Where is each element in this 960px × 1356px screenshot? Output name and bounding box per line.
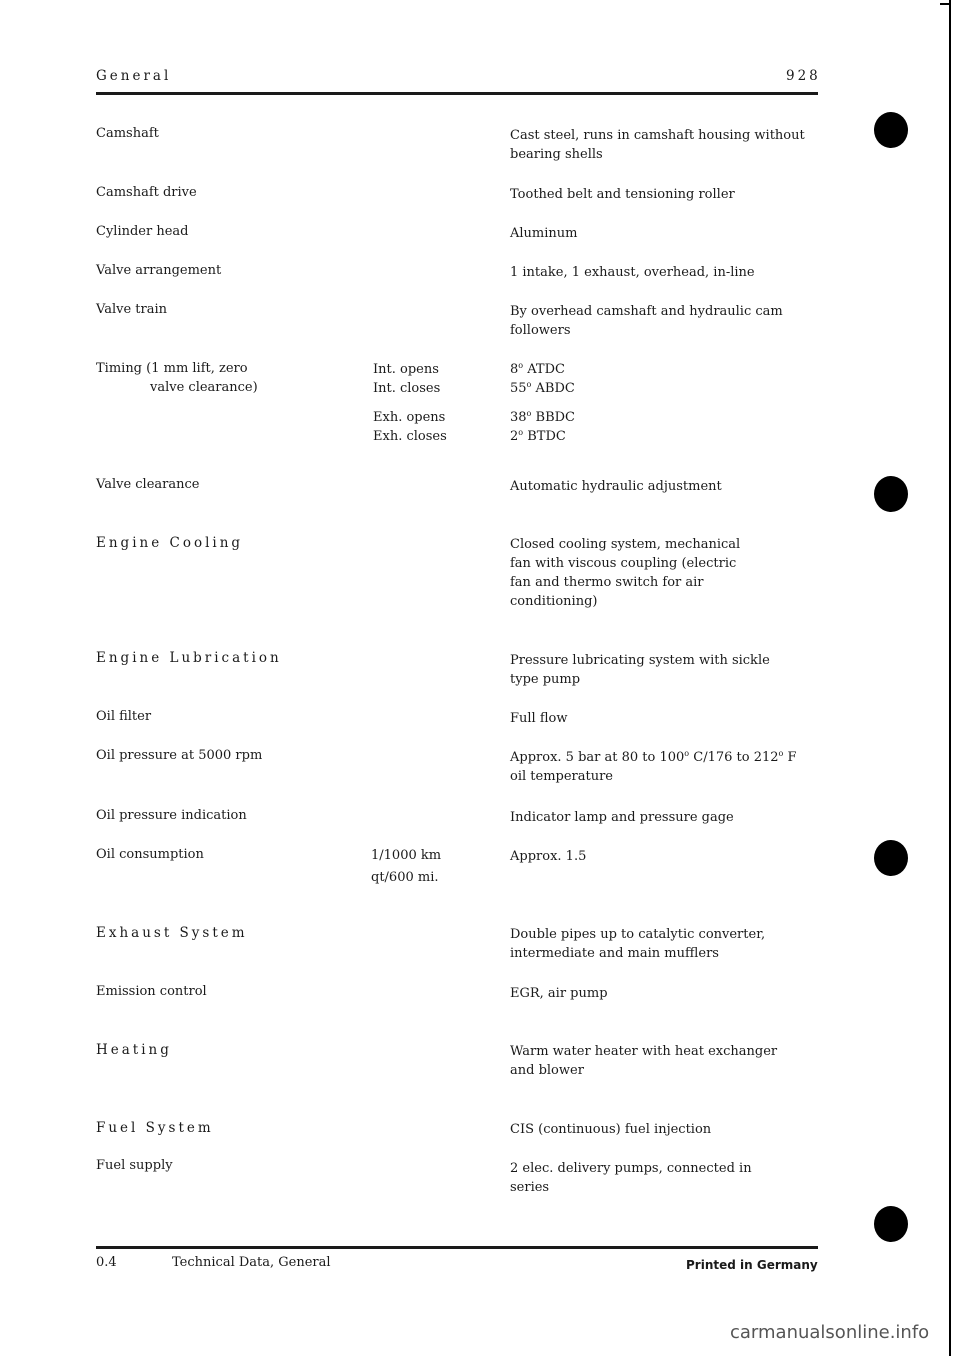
exhaust-value-2: intermediate and main mufflers [510,946,719,961]
punch-hole [874,112,908,148]
spec-label-fuel-supply: Fuel supply [96,1158,173,1173]
punch-hole [874,476,908,512]
lubrication-value-2: type pump [510,672,581,687]
spec-value-oil-pressure-2: oil temperature [510,769,614,784]
header-rule [96,92,818,95]
oil-consumption-unit-1: 1/1000 km [371,848,442,863]
spec-value-valve-arrangement: 1 intake, 1 exhaust, overhead, in-line [510,265,755,280]
timing-event-exh-opens: Exh. opens [373,410,446,425]
spec-value-oil-pressure-1: Approx. 5 bar at 80 to 100$^o$ C/176 to 212$^o$ F [510,749,797,765]
timing-event-exh-closes: Exh. closes [373,429,447,444]
lubrication-value-1: Pressure lubricating system with sickle [510,653,770,668]
footer-rule [96,1246,818,1249]
spec-value-fuel-supply-2: series [510,1180,550,1195]
page-edge-line [949,0,951,1356]
section-heading-exhaust: Exhaust System [96,925,248,941]
punch-hole [874,840,908,876]
section-heading-lubrication: Engine Lubrication [96,650,282,666]
spec-label-camshaft: Camshaft [96,126,159,141]
page-edge-tick [940,3,950,5]
section-heading-cooling: Engine Cooling [96,535,244,551]
exhaust-value-1: Double pipes up to catalytic converter, [510,927,766,942]
spec-label-camshaft-drive: Camshaft drive [96,185,197,200]
section-heading-fuel: Fuel System [96,1120,214,1136]
timing-label-1: Timing (1 mm lift, zero [96,361,248,376]
header-section: General [96,68,172,84]
spec-value-oil-indication: Indicator lamp and pressure gage [510,810,734,825]
spec-label-oil-filter: Oil filter [96,709,152,724]
timing-event-int-closes: Int. closes [373,381,441,396]
heating-value-2: and blower [510,1063,584,1078]
spec-value-fuel-supply-1: 2 elec. delivery pumps, connected in [510,1161,752,1176]
spec-value-camshaft-drive: Toothed belt and tensioning roller [510,187,735,202]
timing-event-int-opens: Int. opens [373,362,439,377]
spec-value-camshaft-2: bearing shells [510,147,603,162]
section-heading-heating: Heating [96,1042,172,1058]
cooling-value-2: fan with viscous coupling (electric [510,556,737,571]
spec-value-oil-consumption: Approx. 1.5 [510,849,587,864]
oil-consumption-unit-2: qt/600 mi. [371,870,439,885]
spec-value-valve-train-1: By overhead camshaft and hydraulic cam [510,304,783,319]
spec-label-valve-train: Valve train [96,302,167,317]
header-model: 928 [786,68,821,84]
timing-value-int-opens: 8$^o$ ATDC [510,361,565,377]
spec-label-oil-indication: Oil pressure indication [96,808,247,823]
timing-label-2: valve clearance) [150,380,258,395]
heating-value-1: Warm water heater with heat exchanger [510,1044,778,1059]
cooling-value-1: Closed cooling system, mechanical [510,537,741,552]
timing-value-exh-closes: 2$^o$ BTDC [510,428,566,444]
spec-label-emission: Emission control [96,984,207,999]
spec-value-emission: EGR, air pump [510,986,608,1001]
footer-printed: Printed in Germany [686,1258,818,1272]
spec-label-valve-arrangement: Valve arrangement [96,263,222,278]
spec-label-oil-consumption: Oil consumption [96,847,204,862]
spec-label-cylinder-head: Cylinder head [96,224,189,239]
cooling-value-4: conditioning) [510,594,598,609]
watermark-text: carmanualsonline.info [730,1322,930,1343]
footer-page-number: 0.4 [96,1255,117,1270]
punch-hole [874,1206,908,1242]
timing-value-int-closes: 55$^o$ ABDC [510,380,575,396]
spec-value-camshaft-1: Cast steel, runs in camshaft housing without [510,128,805,143]
spec-value-fuel-system: CIS (continuous) fuel injection [510,1122,712,1137]
cooling-value-3: fan and thermo switch for air [510,575,704,590]
timing-value-exh-opens: 38$^o$ BBDC [510,409,575,425]
spec-value-valve-clearance: Automatic hydraulic adjustment [510,479,722,494]
spec-value-valve-train-2: followers [510,323,571,338]
spec-value-cylinder-head: Aluminum [510,226,578,241]
spec-label-oil-pressure: Oil pressure at 5000 rpm [96,748,263,763]
footer-title: Technical Data, General [172,1255,331,1270]
spec-value-oil-filter: Full flow [510,711,568,726]
spec-label-valve-clearance: Valve clearance [96,477,200,492]
